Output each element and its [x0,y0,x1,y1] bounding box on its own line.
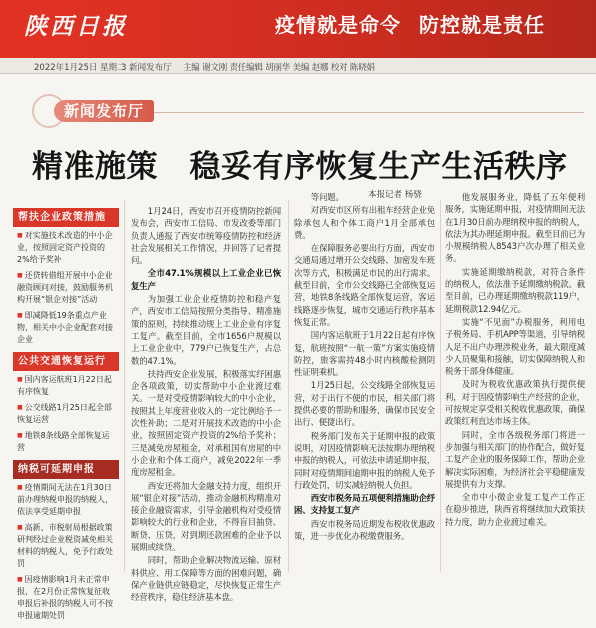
article-paragraph: 1月25日起，公交线路全部恢复运营，对于出行不便的市民，相关部门将提供必要的帮助和服务，确保市民安全出行、便捷出行。 [294,380,435,428]
page-label: 3 新闻发布厅 [121,63,172,73]
sidebar-list-item: ■ 还贷转借组开展中小企业融资顾问对接，鼓励服务机构开展“银企对接”活动 [13,267,119,307]
column-rule [288,200,289,572]
article-paragraph: 全市中小微企业复工复产工作正在稳步推进，陕西省将继续加大政策扶持力度，助力企业渡过难关。 [445,492,585,527]
article-subheading: 西安市税务局五项便利措施助企纾困、支持复工复产 [294,493,435,516]
article-paragraph: 为加强工业企业疫情防控和稳产复产，西安市工信局按照分类指导、精准施策的原则，持续推动规上工业企业有序复工复产。截至目前，全市1656户规模以上工业企业中，779户已恢复生产，占总数的47.1%。 [131,294,281,366]
editor-credits: 主编 谢文刚 责任编辑 胡丽华 美编 赵娜 校对 陈晓娟 [183,63,375,73]
article-paragraph: 及时为税收优惠政策执行提供便利，对于因疫情影响生产经营的企业，可按规定享受相关税收优惠政策，确保政策红利直达市场主体。 [445,379,585,427]
article-paragraph: 税务部门发布关于延期申报的政策说明，对因疫情影响无法按期办理纳税申报的纳税人，可依法申请延期申报，同时对疫情期间逾期申报的纳税人免予行政处罚，切实减轻纳税人负担。 [294,430,435,490]
section-tag: 新闻发布厅 [54,100,154,122]
masthead-slogan [275,9,545,38]
article-paragraph: 他发展服务业，降低了五年便利服务，实施延期申报，对疫情期间无法在1月30日前办理纳税申报的纳税人，依法为其办理延期申报。截至目前已为小规模纳税人8543户次办理了相关业务。 [445,192,585,264]
article-column-3 [445,191,585,529]
article-paragraph: 扶持西安企业发展，积极落实纾困惠企各项政策，切实帮助中小企业渡过难关。一是对受疫情影响较大的中小企业，按照其上年度营业收入的一定比例给予一次性补助；二是对开展技术改造的中小企业，按照固定资产投资的2%给予奖补；三是减免房屋租金，对承租国有房屋的中小企业和个体工商户，减免2022年一季度房屋租金。 [131,368,281,478]
article-column-1 [131,205,281,605]
slogan-left: 疫情就是命令 [275,13,401,37]
section-banner [14,94,584,130]
sidebar-block-title: 公共交通恢复运行 [13,352,119,371]
sidebar-block [13,208,119,347]
article-paragraph: 国内客运航班于1月22日起有序恢复，航班按照“一航一策”方案实施疫情防控，旅客需持48小时内核酸检测阴性证明乘机。 [294,330,435,378]
sidebar [13,208,119,628]
sidebar-list-item: ■ 即减降低19条重点产业物，相关中小企业配套对接企业 [13,307,119,347]
newspaper-logo: 陕西日报 [24,13,128,40]
sidebar-list-item: ■ 地铁8条线路全部恢复运营 [13,427,119,455]
article-paragraph: 同时，帮助企业解决物流运输、原材料供应、用工保障等方面的困难问题，确保产业链供应链稳定，尽快恢复正常生产经营秩序，稳住经济基本盘。 [131,555,281,603]
article-column-2 [294,191,435,543]
sidebar-block-title: 纳税可延期申报 [13,460,119,479]
sidebar-list-item: ■ 国内客运航班1月22日起有序恢复 [13,371,119,399]
masthead [0,0,596,58]
article-paragraph: 对西安市区所有出租车经营企业免除承包人和个体工商户1月全部承包费。 [294,205,435,240]
article-paragraph: 西安市税务局近期发布税收优惠政策，进一步优化办税缴费服务。 [294,518,435,542]
article-subheading: 全市47.1%规模以上工业企业已恢复生产 [131,268,281,291]
sidebar-list-item: ■ 高新、市税射局根据政策研判经过企业税资减免相关材料的纳税人，免予行政处罚 [13,519,119,571]
article-paragraph: 在保障服务必要出行方面，西安市交通局通过增开公交线路、加密发车班次等方式，积极满足市民的出行需求。截至目前，全市公交线路已全部恢复运营，地铁8条线路全部恢复运营，客运线路逐步恢复，城市交通运行秩序基本恢复正常。 [294,243,435,327]
column-rule [440,200,441,572]
article-headline: 精准施策 稳妥有序恢复生产生活秩序 [32,149,568,185]
article-paragraph: 同时，全市各级税务部门将进一步加强与相关部门的协作配合，做好复工复产企业的服务保障工作，帮助企业解决实际困难，为经济社会平稳健康发展提供有力支撑。 [445,429,585,489]
article-paragraph: 西安还将加大金融支持力度，组织开展“银企对接”活动，推动金融机构精准对接企业融资需求，引导金融机构对受疫情影响较大的行业和企业，不得盲目抽贷、断贷、压贷，对到期还款困难的企业予以展期或续贷。 [131,480,281,553]
sidebar-list-item: ■ 因疫情影响1月未正常申报，在2月份正常恢复征收申报后补报的纳税人可不按申报逾期处罚 [13,571,119,623]
sidebar-block [13,352,119,455]
issue-date: 2022年1月25日 星期二 [34,63,126,73]
article-paragraph: 实施延期缴纳税款，对符合条件的纳税人，依法准予延期缴纳税款。截至目前，已办理延期缴纳税款119户，延期税款12.94亿元。 [445,266,585,314]
sidebar-block [13,460,119,623]
article-byline: 本报记者 杨骁 [368,190,422,200]
sidebar-block-title: 帮扶企业政策措施 [13,208,119,227]
date-bar [0,58,596,74]
sidebar-list-item: ■ 公交线路1月25日起全部恢复运营 [13,399,119,427]
slogan-right: 防控就是责任 [419,13,545,37]
article-paragraph: 1月24日，西安市召开疫情防控新闻发布会，西安市工信局、市发改委等部门负责人通报了西安市统筹疫情防控和经济社会发展相关工作情况，并回答了记者提问。 [131,206,281,266]
sidebar-list-item: ■ 疫情期间无法在1月30日前办理纳税申报的纳税人，依法享受延期申报 [13,479,119,519]
article-paragraph: 等问题。 [310,192,344,202]
column-rule [124,200,125,572]
sidebar-list-item: ■ 对实施技术改造的中小企业，按照固定资产投资的2%给予奖补 [13,227,119,267]
article-paragraph: 实施“不见面”办税服务，利用电子税务局、手机APP等渠道，引导纳税人足不出户办理涉税业务，最大限度减少人员聚集和接触，切实保障纳税人和税务干部身体健康。 [445,316,585,377]
